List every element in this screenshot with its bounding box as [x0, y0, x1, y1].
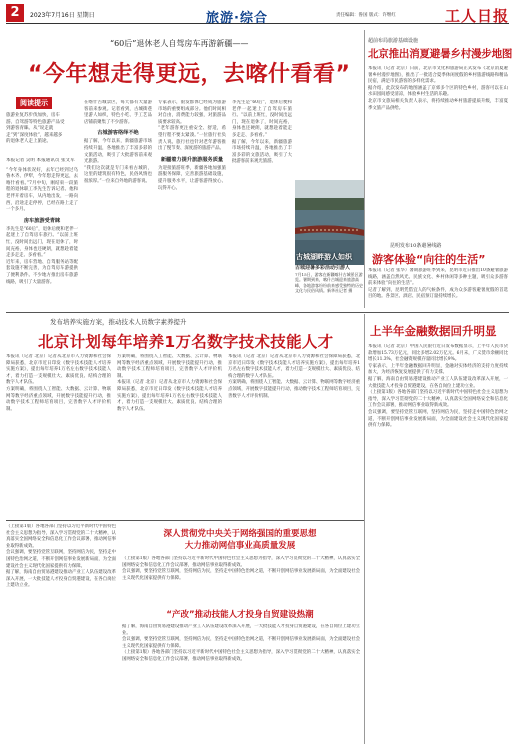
- lead-paragraph: 李先生是“60后”，退休后便和老伴一起迷上了自驾房车旅行。“以前上班忙，没时间出远门，现在退休了，时间充裕，身体也还硬朗，就想趁着能走多走走、多看看。”: [6, 226, 78, 259]
- middle-paragraph: 方案明确，将围绕人工智能、大数据、云计算、物联网等数字经济重点领域，开展数字技能提升行动，推动数字技术工程师培育项目，完善数字人才评价机制。: [6, 386, 111, 412]
- network-paragraph: 会议强调，要坚持党管互联网，坚持网信为民，坚持走中国特色治网之道，不断开创网信事业发展新局面，为全面建设社会主义现代化国家提供有力保障。: [122, 569, 360, 581]
- lead-paragraph: 专家表示，银发群体已经成为旅游市场的重要组成部分。他们时间相对自由，消费能力较强，对旅游品质要求较高。: [158, 100, 226, 125]
- right-story-2-body: [368, 268, 508, 308]
- right-story-2-paragraph: 本报讯（记者 张华）暑期旅游旺季到来，昆明市近日推出10条避暑旅游线路，涵盖自然风光、民族文化、乡村休闲等多种主题，吸引众多游客前来体验“向往的生活”。: [368, 268, 508, 287]
- middle-paragraph: 方案明确，将围绕人工智能、大数据、云计算、物联网等数字经济重点领域，开展数字技能提升行动，推动数字技术工程师培育项目，完善数字人才评价机制。: [228, 380, 360, 399]
- right-story-1-paragraph: 据介绍，此次发布的地图涵盖了京郊多个区的特色乡村，游客可以在山水田园间感受清凉，体验乡村生活的乐趣。: [368, 85, 508, 98]
- finance-paragraph: 会议强调，要坚持党管互联网，坚持网信为民，坚持走中国特色治网之道，不断开创网信事业发展新局面，为全面建设社会主义现代化国家提供有力保障。: [368, 409, 508, 429]
- middle-paragraph: 本报讯（记者 北京）记者从北京市人力资源和社会保障局获悉，北京市近日印发《数字技术技能人才培养实施方案》，提出每年培养1万名左右数字技术技能人才，着力打造一支规模壮大、素质优良、结构合理的数字人才队伍。: [228, 354, 360, 379]
- lead-paragraph: “今年身体状况好，去年已经到过乌鲁木齐、伊犁，今年想走得更远，去喀什看看。”7月中旬，刚结束一段旅程的退休职工李先生告诉记者。他和老伴开着房车，从内地出发，一路向西，沿途走走停停，已经在路上走了一个多月。: [6, 167, 78, 213]
- finance-paragraph: （上接第1版）各地各部门坚持以习近平新时代中国特色社会主义思想为指导，深入学习贯彻党的二十大精神，认真落实全国网络安全和信息化工作会议部署，推动网信事业取得新成效。: [368, 390, 508, 409]
- masthead: [6, 4, 509, 24]
- lead-paragraph: “我们这次就是专门来看古城的，这里的建筑很有特色，民俗风情也很浓厚。”一位来自外地的游客说。: [84, 165, 152, 184]
- right-story-1-body: [368, 66, 508, 238]
- lead-byline: 本报记者 吴明 本报通讯员 张文军: [6, 158, 75, 163]
- bottom-paragraph: 据了解，海南自由贸易港建设推动产业工人队伍建设改革深入开展，一大批技能人才投身自贸港建设，在各自岗位上建功立业。: [6, 570, 116, 589]
- right-story-2-headline: 游客体验“向往的生活”: [372, 253, 486, 266]
- lead-subhead: 房车旅游受青睐: [23, 217, 61, 224]
- right-story-1-kicker: 超前布局旅游基础设施: [368, 38, 419, 44]
- lead-column-1: [6, 158, 78, 308]
- column-rule: [364, 314, 365, 744]
- middle-paragraph: 方案明确，将围绕人工智能、大数据、云计算、物联网等数字经济重点领域，开展数字技能提升行动，推动数字技术工程师培育项目，完善数字人才评价机制。: [117, 354, 222, 379]
- finance-headline: 上半年金融数据回升明显: [370, 324, 497, 338]
- middle-column-3: [228, 354, 360, 514]
- photo-banner: 古城湖畔游人如织: [296, 253, 352, 261]
- photo-caption: [295, 266, 365, 294]
- finance-paragraph: 据了解，海南自由贸易港建设推动产业工人队伍建设改革深入开展，一大批技能人才投身自贸港建设，在各自岗位上建功立业。: [368, 376, 508, 389]
- network-headline: [120, 528, 360, 552]
- right-story-2-paragraph: 记者了解到，昆明凭借宜人的气候条件，成为众多游客避暑度假的首选目的地。各景区、酒店、民宿预订量持续增长。: [368, 287, 508, 300]
- middle-column-2: [117, 354, 222, 514]
- lead-kicker: “60后”退休老人自驾房车再游新疆——: [110, 39, 249, 48]
- network-story-body: [122, 556, 360, 604]
- lead-column-4: [232, 100, 292, 308]
- bottom-paragraph: （上接第1版）各地各部门坚持以习近平新时代中国特色社会主义思想为指导，深入学习贯彻党的二十大精神，认真落实全国网络安全和信息化工作会议部署，推动网信事业取得新成效。: [6, 524, 116, 549]
- skills-headline: “产改”推动技能人才投身自贸建设热潮: [166, 610, 314, 620]
- finance-paragraph: 专家表示，上半年金融数据回升明显，金融对实体经济的支持力度持续加大，为经济恢复发展提供了有力支撑。: [368, 363, 508, 376]
- section-divider: [6, 312, 509, 313]
- skills-paragraph: （上接第1版）各地各部门坚持以习近平新时代中国特色社会主义思想为指导，深入学习贯彻党的二十大精神，认真落实全国网络安全和信息化工作会议部署，推动网信事业取得新成效。: [122, 650, 360, 662]
- lead-subhead: 古城游客络绎不绝: [97, 130, 139, 137]
- middle-paragraph: 本报讯（记者 北京）记者从北京市人力资源和社会保障局获悉，北京市近日印发《数字技术技能人才培养实施方案》，提出每年培养1万名左右数字技术技能人才，着力打造一支规模壮大、素质优良、结构合理的数字人才队伍。: [6, 354, 111, 386]
- bottom-paragraph: 会议强调，要坚持党管互联网，坚持网信为民，坚持走中国特色治网之道，不断开创网信事业发展新局面，为全面建设社会主义现代化国家提供有力保障。: [6, 550, 116, 569]
- middle-column-1: [6, 354, 111, 514]
- right-story-1-paragraph: 北京市文旅局相关负责人表示，将持续推动乡村旅游提质升级，丰富夏季文旅产品供给。: [368, 98, 508, 111]
- lead-headline: “今年想走得更远，去喀什看看”: [28, 62, 351, 87]
- network-paragraph: （上接第1版）各地各部门坚持以习近平新时代中国特色社会主义思想为指导，深入学习贯彻党的二十大精神，认真落实全国网络安全和信息化工作会议部署，推动网信事业取得新成效。: [122, 556, 360, 568]
- middle-headline: 北京计划每年培养1万名数字技术技能人才: [38, 333, 334, 351]
- skills-paragraph: 据了解，海南自由贸易港建设推动产业工人队伍建设改革深入开展，一大批技能人才投身自贸港建设，在各自岗位上建功立业。: [122, 624, 360, 636]
- newspaper-logo: 工人日报: [444, 7, 509, 25]
- network-headline-line: 深人贯彻党中央关于网络强国的重要思想 大力推动网信事业高质量发展: [163, 529, 317, 551]
- lead-paragraph: 据了解，今年以来，新疆旅游市场持续升温，各地推出了丰富多彩的文旅活动，吸引了大批游客前来观光旅游。: [84, 139, 152, 165]
- publication-date: 2023年7月16日 星期日: [30, 12, 95, 19]
- reading-tips-box: [6, 90, 66, 154]
- page-number: 2: [6, 4, 24, 22]
- finance-story-body: [368, 344, 508, 744]
- column-rule: [364, 30, 365, 308]
- lead-paragraph: “老年游客更注重安全、舒适，希望行程不要太紧凑。”一位旅行社负责人说。旅行社也针对老年游客推出了慢节奏、深度游的旅游产品。: [158, 126, 226, 152]
- lead-paragraph: 在喀什古城景区，每天都有大量游客前来参观。记者看到，古城街巷里游人如织，特色小吃、手工艺品店铺前聚集了不少游客。: [84, 100, 152, 125]
- lead-paragraph: 近年来，房车营地、自驾服务站等配套设施不断完善，为自驾房车游提供了便利条件。不少地方推出房车旅游线路，吸引了大量游客。: [6, 259, 78, 285]
- lead-subhead: 新疆着力提升旅游服务质量: [160, 156, 224, 163]
- photo-caption-text: 7月15日，游客在新疆喀什古城景区游览。暑期到来，喀什古城迎来旅游高峰，各地游客纷纷前来感受独特的历史文化与民俗风情。新华社记者 摄: [295, 271, 363, 293]
- reading-tips-tag: 阅读提示: [16, 97, 52, 109]
- middle-paragraph: 本报讯（记者 北京）记者从北京市人力资源和社会保障局获悉，北京市近日印发《数字技术技能人才培养实施方案》，提出每年培养1万名左右数字技术技能人才，着力打造一支规模壮大、素质优良、结构合理的数字人才队伍。: [117, 380, 222, 412]
- right-story-1-headline: 北京推出消夏避暑乡村漫步地图: [368, 48, 513, 60]
- right-story-1-paragraph: 本报讯（记者 北京）日前，北京市文化和旅游局正式发布《北京消夏避暑乡村漫步地图》，推出了一批适合夏季休闲度假的乡村旅游线路和精品民宿，满足市民游客的多样化需求。: [368, 66, 508, 85]
- skills-paragraph: 会议强调，要坚持党管互联网，坚持网信为民，坚持走中国特色治网之道，不断开创网信事业发展新局面，为全面建设社会主义现代化国家提供有力保障。: [122, 637, 360, 649]
- right-story-2-kicker: 昆明发布10条避暑线路: [390, 243, 442, 249]
- reading-tips-text: 旅游业复苏步伐加快，房车游、自驾游等特色旅游产品受到游客青睐。从“说走就走”到“深度体验”，越来越多的退休老人走上旅途。: [6, 113, 65, 144]
- lead-paragraph: 据了解，今年以来，新疆旅游市场持续升温，各地推出了丰富多彩的文旅活动，吸引了大批游客前来观光旅游。: [232, 139, 292, 165]
- skills-story-body: [122, 624, 360, 744]
- section-title: 旅游·综合: [206, 11, 268, 26]
- bottom-left-column: [6, 524, 116, 744]
- photo-title: 古城迎暑多彩活动引游人: [295, 265, 351, 271]
- lead-paragraph: 为迎接旅游旺季，新疆各地加强旅游服务保障，完善旅游基础设施，提升服务水平，让游客游得放心、玩得开心。: [158, 165, 226, 191]
- lead-column-3: [158, 100, 226, 308]
- middle-kicker: 发布培养实施方案，推动技术人员数字素养提升: [50, 318, 187, 326]
- section-divider: [6, 520, 364, 521]
- lead-paragraph: 李先生是“60后”，退休后便和老伴一起迷上了自驾房车旅行。“以前上班忙，没时间出远门，现在退休了，时间充裕，身体也还硬朗，就想趁着能走多走走、多看看。”: [232, 100, 292, 138]
- editor-credit: 责任编辑：鲁国 版式：许继红: [336, 13, 396, 18]
- finance-paragraph: 本报讯（记者 北京）中国人民银行近日发布数据显示，上半年人民币贷款增加15.73万亿元，同比多增2.02万亿元。6月末，广义货币余额同比增长11.3%，社会融资规模存量同比增长9%。: [368, 344, 508, 363]
- lead-column-2: [84, 100, 152, 308]
